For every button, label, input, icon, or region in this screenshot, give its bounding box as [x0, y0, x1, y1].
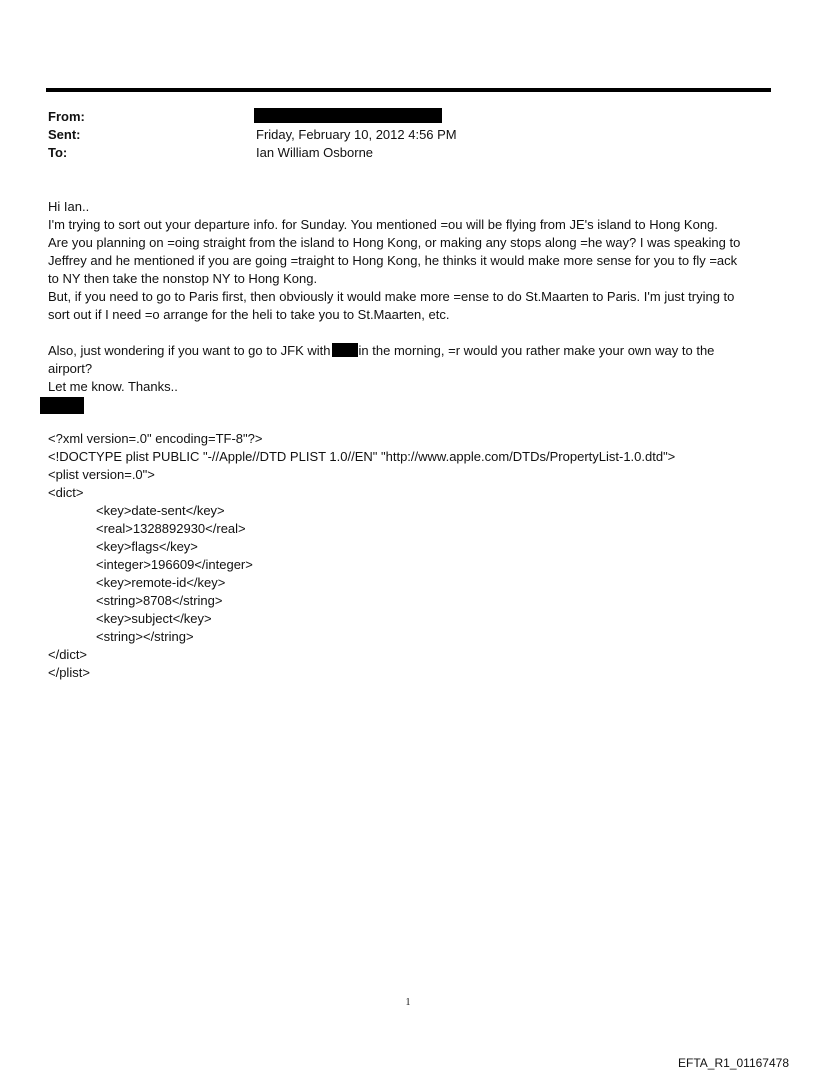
xml-line: <real>1328892930</real>	[96, 521, 246, 536]
sent-value: Friday, February 10, 2012 4:56 PM	[256, 127, 457, 142]
body-line: Jeffrey and he mentioned if you are going =traight to Hong Kong, he thinks it would make more sense for you to fly =ack	[48, 253, 738, 268]
xml-line: <!DOCTYPE plist PUBLIC "-//Apple//DTD PLIST 1.0//EN" "http://www.apple.com/DTDs/PropertyList-1.0.dtd">	[48, 449, 676, 464]
header-rule	[46, 88, 771, 92]
sent-label: Sent:	[48, 127, 81, 142]
page-number: 1	[405, 997, 411, 1008]
xml-line: </plist>	[48, 665, 90, 680]
inline-redaction	[332, 343, 358, 357]
body-line-with-redaction	[48, 342, 778, 360]
greeting: Hi Ian..	[48, 199, 90, 214]
blank-line	[48, 324, 778, 342]
xml-line: <key>subject</key>	[96, 611, 212, 626]
body-line: I'm trying to sort out your departure info. for Sunday. You mentioned =ou will be flying from JE's island to Hong Kong.	[48, 217, 718, 232]
to-value: Ian William Osborne	[256, 145, 374, 160]
xml-line: <key>remote-id</key>	[96, 575, 226, 590]
from-label: From:	[48, 109, 85, 124]
body-line: airport?	[48, 361, 93, 376]
body-line: sort out if I need =o arrange for the heli to take you to St.Maarten, etc.	[48, 307, 450, 322]
xml-line: <key>date-sent</key>	[96, 503, 225, 518]
xml-line: <?xml version=.0" encoding=TF-8"?>	[48, 431, 263, 446]
xml-line: <dict>	[48, 485, 84, 500]
to-label: To:	[48, 145, 68, 160]
xml-line: </dict>	[48, 647, 88, 662]
from-redaction	[254, 108, 442, 123]
xml-line: <string></string>	[96, 629, 194, 644]
body-line: to NY then take the nonstop NY to Hong Kong.	[48, 271, 318, 286]
body-line: Are you planning on =oing straight from the island to Hong Kong, or making any stops along =he way? I was speaking to	[48, 235, 741, 250]
document-id: EFTA_R1_01167478	[678, 1056, 789, 1070]
body-text-fragment: Also, just wondering if you want to go to JFK with	[48, 343, 331, 358]
xml-line: <string>8708</string>	[96, 593, 223, 608]
body-line: Let me know. Thanks..	[48, 379, 178, 394]
xml-line: <plist version=.0">	[48, 467, 155, 482]
xml-line: <integer>196609</integer>	[96, 557, 253, 572]
body-text-fragment: in the morning, =r would you rather make your own way to the	[358, 343, 715, 358]
body-line: But, if you need to go to Paris first, then obviously it would make more =ense to do St.Maarten to Paris. I'm just trying to	[48, 289, 735, 304]
xml-line: <key>flags</key>	[96, 539, 198, 554]
email-body	[48, 198, 778, 396]
plist-block	[48, 430, 675, 682]
signature-redaction	[40, 397, 84, 414]
